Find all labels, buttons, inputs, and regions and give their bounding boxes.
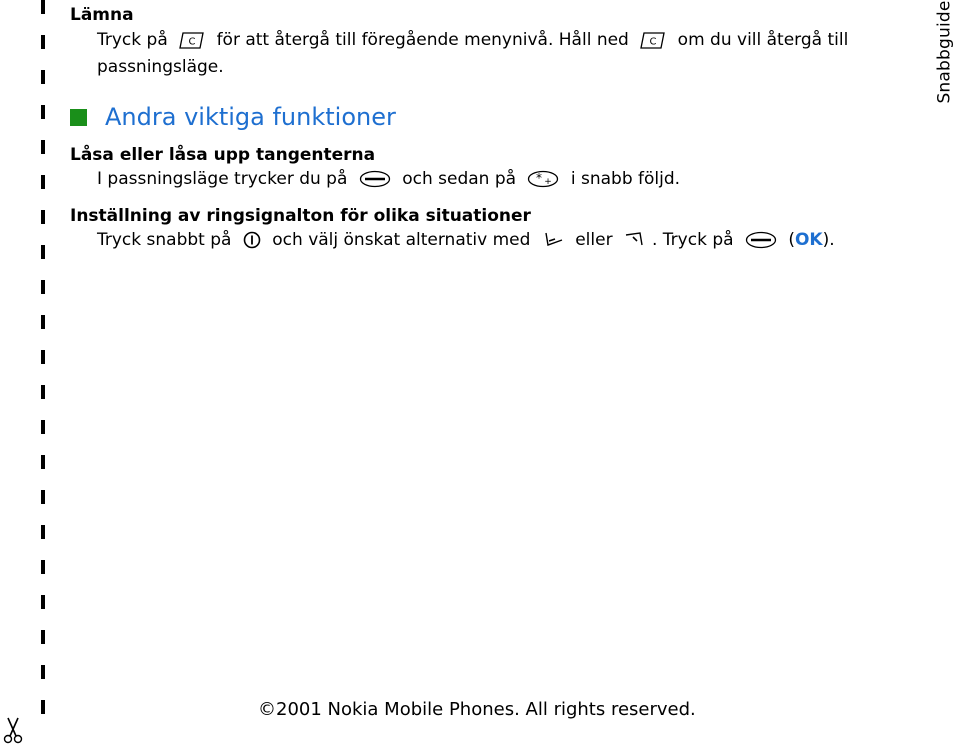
scissors-icon [2,716,24,744]
scroll-up-icon [624,231,646,249]
c-key-icon [640,32,666,49]
scroll-down-icon [542,231,564,249]
ringtone-text [97,227,920,254]
ringtone-text-3: eller [575,230,613,250]
selection-key-icon [359,170,391,188]
leave-block [70,4,920,81]
ringtone-text-2: och välj önskat alternativ med [272,230,531,250]
leave-text-1: Tryck på [97,30,168,50]
ringtone-text-4: . Tryck på [651,230,734,250]
star-key-icon [527,170,559,188]
keylock-heading: Låsa eller låsa upp tangenterna [70,145,376,165]
cut-line [41,0,45,720]
bullet-square-icon [70,109,87,126]
svg-text:*: * [536,171,543,185]
c-key-icon [179,32,205,49]
ok-label: OK [794,230,823,250]
section-title [70,102,920,132]
selection-key-icon [745,231,777,249]
leave-text-3: om du vill återgå till [677,30,849,50]
section-title-text: Andra viktiga funktioner [105,103,396,131]
leave-text [97,27,920,81]
keylock-text-3: i snabb följd. [570,169,681,189]
side-tab [934,0,956,104]
ringtone-text-5: ( [788,230,795,250]
leave-heading: Lämna [70,5,134,25]
copyright-footer: ©2001 Nokia Mobile Phones. All rights reserved. [258,699,696,720]
ringtone-block [70,205,920,254]
svg-text:C: C [649,36,657,48]
svg-text:C: C [188,36,196,48]
keylock-block [70,144,920,193]
leave-text-2: för att återgå till föregående menynivå. Håll ned [216,30,629,50]
keylock-text [97,166,920,193]
power-key-icon [243,231,261,249]
keylock-text-1: I passningsläge trycker du på [97,169,348,189]
page-content [70,0,920,254]
keylock-text-2: och sedan på [402,169,517,189]
ringtone-text-1: Tryck snabbt på [97,230,232,250]
leave-text-4: passningsläge. [97,57,224,77]
ringtone-heading: Inställning av ringsignalton för olika situationer [70,206,531,226]
ringtone-text-6: ). [822,230,835,250]
side-tab-label: Snabbguide [935,0,956,104]
svg-text:+: + [544,177,553,187]
